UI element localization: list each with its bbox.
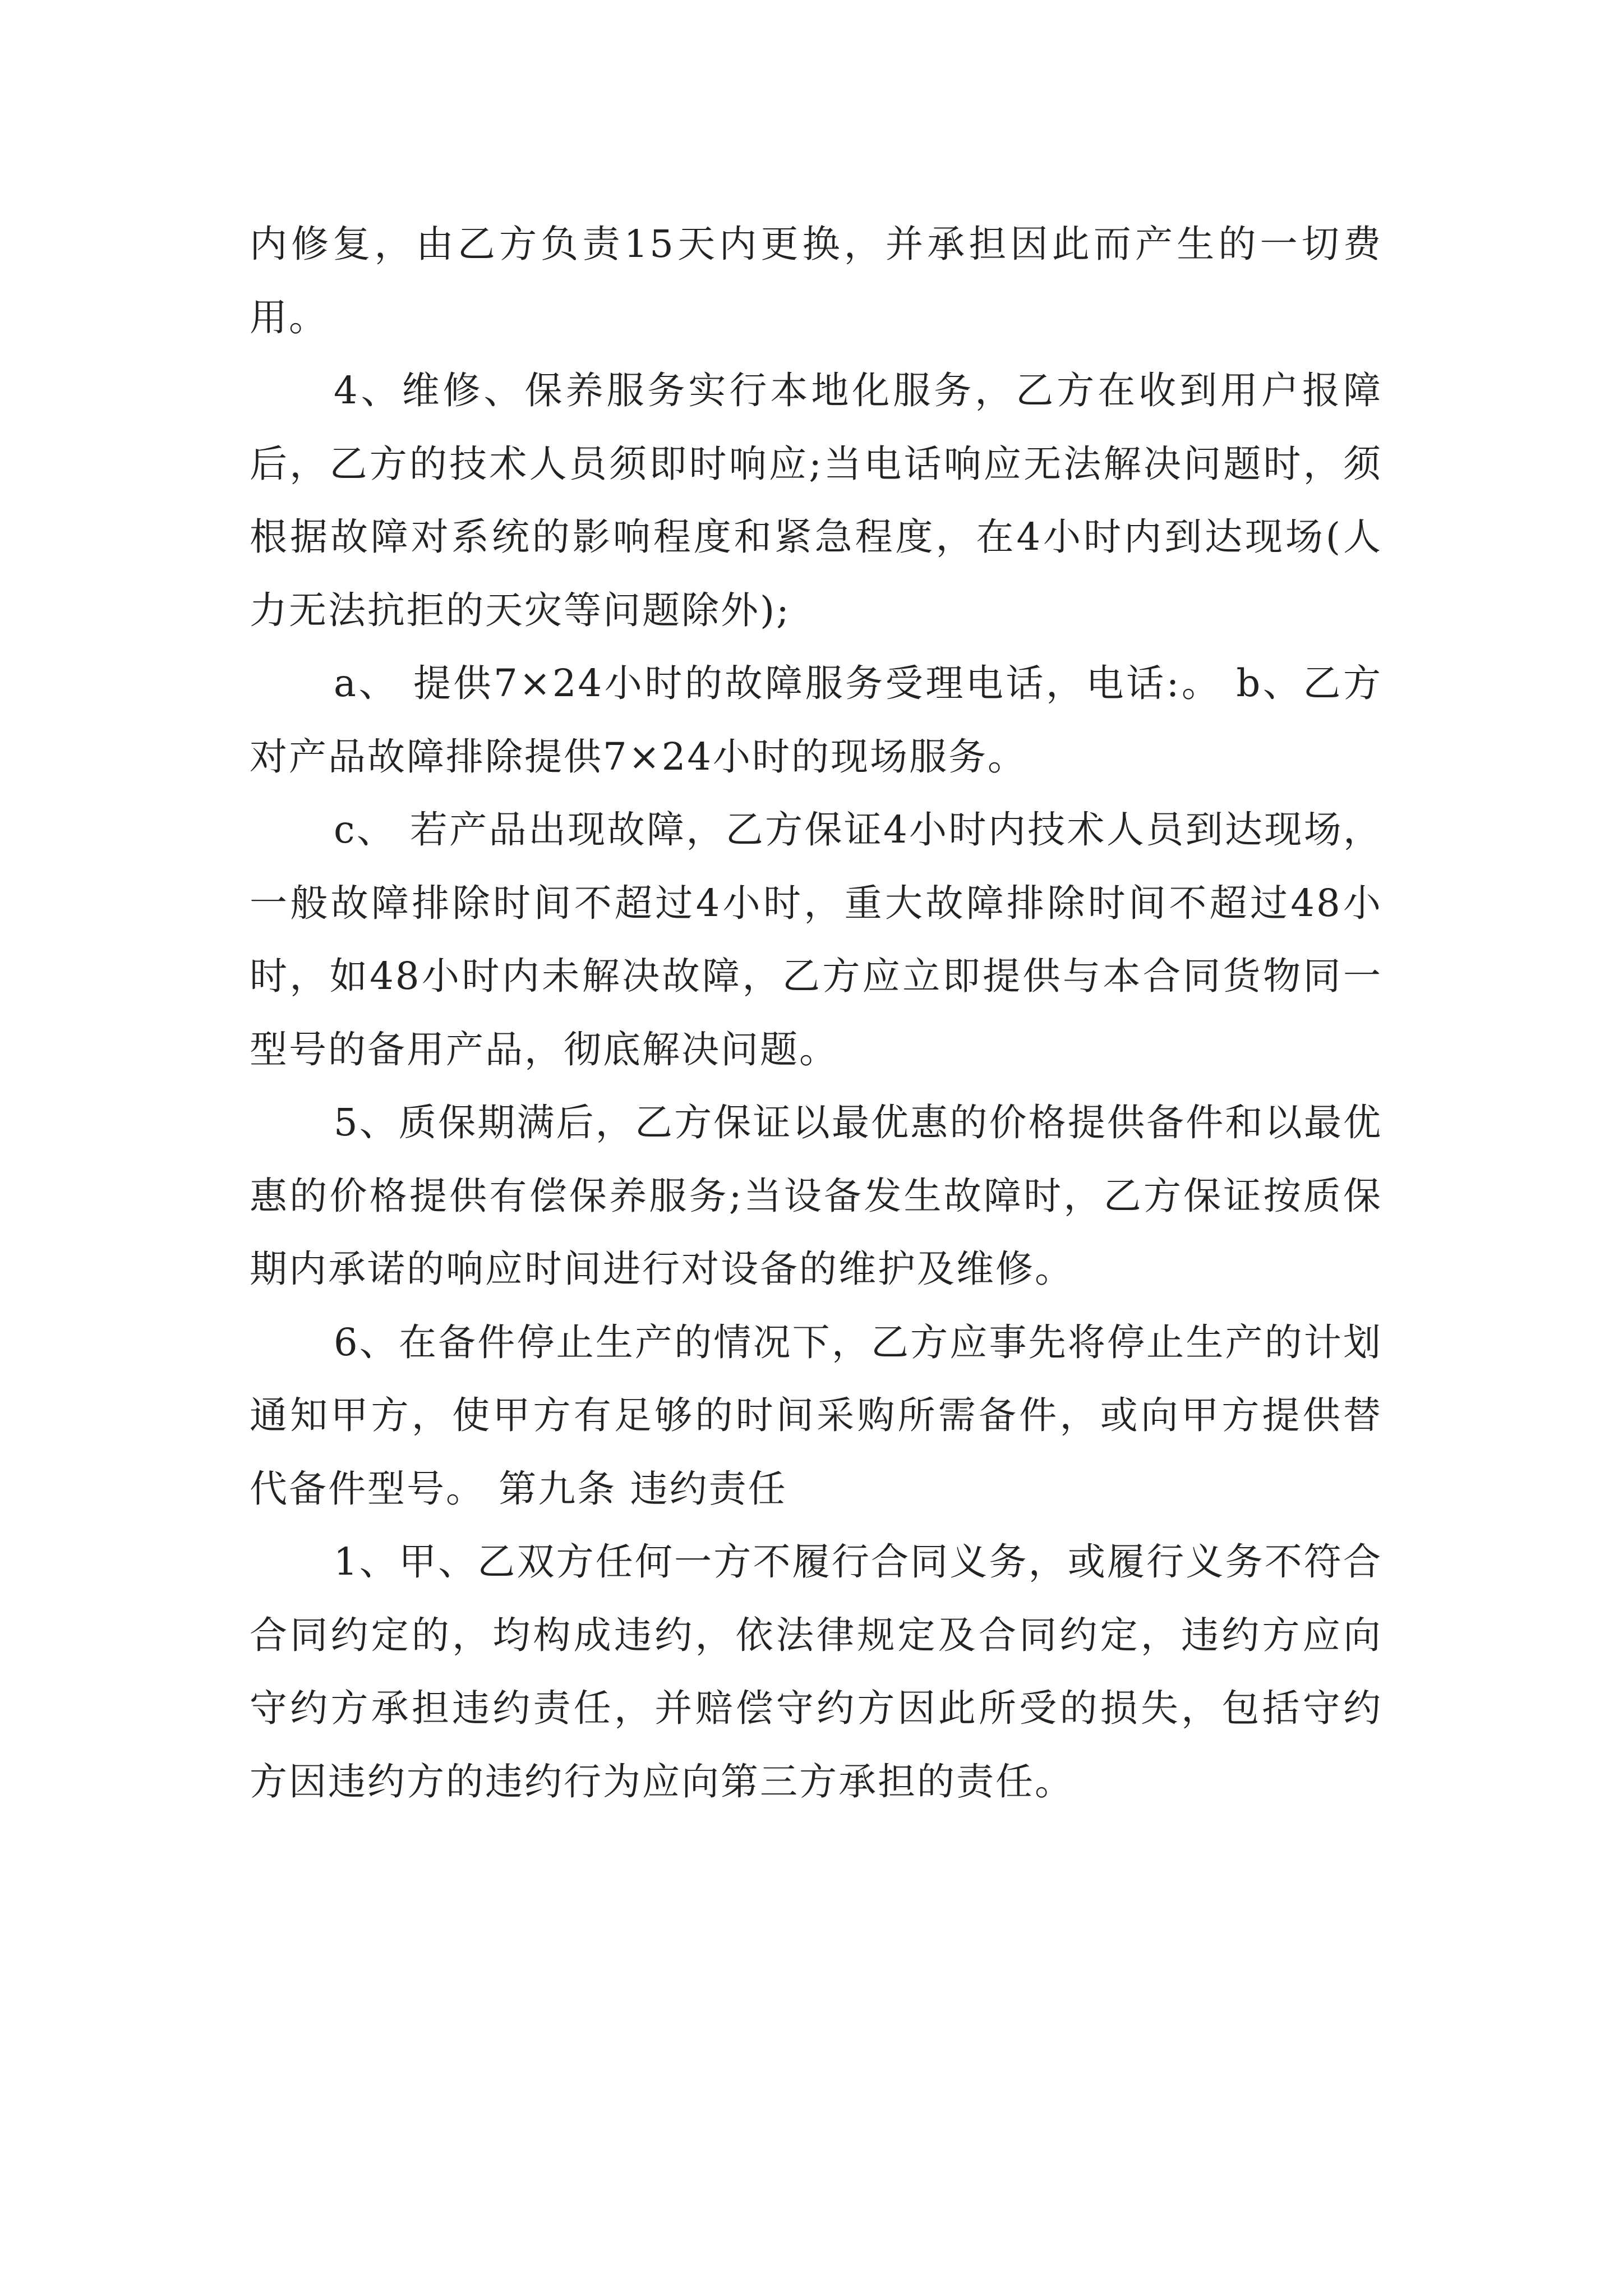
paragraph-item-c-fault-handling: c、 若产品出现故障，乙方保证4小时内技术人员到达现场，一般故障排除时间不超过4小时，重大故障排除时间不超过48小时，如48小时内未解决故障，乙方应立即提供与本合同货物同一型号的备用产品，彻底解决问题。 [250,808,1382,1071]
paragraph-repair-replacement: 内修复，由乙方负责15天内更换，并承担因此而产生的一切费用。 [250,222,1382,339]
paragraph-item-a-b-hotline: a、 提供7×24小时的故障服务受理电话，电话:。 b、乙方对产品故障排除提供7×24小时的现场服务。 [250,661,1382,779]
paragraph-breach-clause-1: 1、甲、乙双方任何一方不履行合同义务，或履行义务不符合合同约定的，均构成违约，依法律规定及合同约定，违约方应向守约方承担违约责任，并赔偿守约方因此所受的损失，包括守约方因违约方的违约行为应向第三方承担的责任。 [250,1540,1382,1803]
paragraph-clause-5-after-warranty: 5、质保期满后，乙方保证以最优惠的价格提供备件和以最优惠的价格提供有偿保养服务;当设备发生故障时，乙方保证按质保期内承诺的响应时间进行对设备的维护及维修。 [250,1101,1382,1291]
paragraph-clause-4-local-service: 4、维修、保养服务实行本地化服务，乙方在收到用户报障后，乙方的技术人员须即时响应;当电话响应无法解决问题时，须根据故障对系统的影响程度和紧急程度，在4小时内到达现场(人力无法抗拒的天灾等问题除外); [250,369,1382,632]
paragraph-clause-6-spare-parts: 6、在备件停止生产的情况下，乙方应事先将停止生产的计划通知甲方，使甲方有足够的时间采购所需备件，或向甲方提供替代备件型号。 第九条 违约责任 [250,1320,1382,1511]
contract-body-text [250,208,1382,1818]
